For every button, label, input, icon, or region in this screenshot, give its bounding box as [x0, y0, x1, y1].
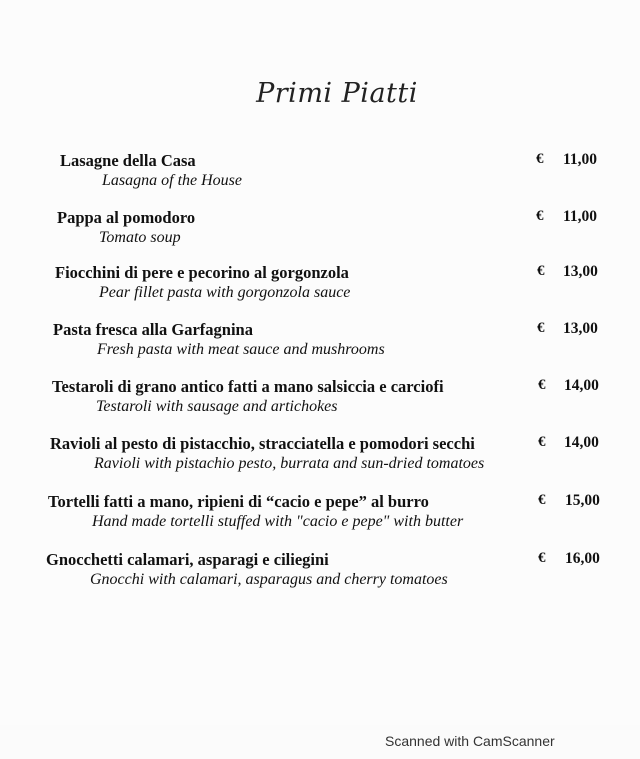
currency-symbol: € [538, 434, 546, 450]
dish-name: Lasagne della Casa [60, 151, 196, 170]
dish-name: Pasta fresca alla Garfagnina [53, 320, 253, 339]
currency-symbol: € [538, 550, 546, 566]
menu-item [60, 151, 640, 197]
dish-name: Pappa al pomodoro [57, 208, 196, 227]
dish-price: 14,00 [564, 377, 599, 394]
dish-price: 13,00 [563, 320, 598, 337]
dish-description: Pear fillet pasta with gorgonzola sauce [99, 284, 351, 301]
scanner-watermark: Scanned with CamScanner [385, 733, 555, 749]
currency-symbol: € [536, 208, 544, 224]
menu-item [55, 263, 640, 309]
currency-symbol: € [538, 492, 546, 508]
dish-description: Gnocchi with calamari, asparagus and cherry tomatoes [90, 571, 448, 588]
dish-description: Lasagna of the House [102, 172, 242, 189]
dish-price: 11,00 [563, 208, 598, 225]
menu-item [53, 320, 640, 366]
dish-description: Fresh pasta with meat sauce and mushrooms [97, 341, 385, 358]
menu-item [48, 492, 640, 538]
dish-description: Ravioli with pistachio pesto, burrata and sun-dried tomatoes [94, 455, 485, 472]
currency-symbol: € [538, 377, 546, 393]
dish-price: 14,00 [564, 434, 599, 451]
menu-item [52, 377, 640, 423]
dish-price: 13,00 [563, 263, 598, 280]
dish-name: Gnocchetti calamari, asparagi e ciliegini [46, 550, 329, 569]
dish-name: Testaroli di grano antico fatti a mano salsiccia e carciofi [52, 377, 444, 396]
menu-item [50, 434, 640, 480]
menu-section-title: Primi Piatti [256, 78, 418, 109]
dish-description: Hand made tortelli stuffed with "cacio e pepe" with butter [92, 513, 464, 530]
menu-item [46, 550, 640, 596]
dish-price: 15,00 [565, 492, 600, 509]
dish-price: 11,00 [563, 151, 598, 168]
dish-name: Ravioli al pesto di pistacchio, stracciatella e pomodori secchi [50, 434, 475, 453]
dish-price: 16,00 [565, 550, 600, 567]
dish-name: Tortelli fatti a mano, ripieni di “cacio e pepe” al burro [48, 492, 429, 511]
dish-description: Testaroli with sausage and artichokes [96, 398, 338, 415]
currency-symbol: € [537, 320, 545, 336]
currency-symbol: € [537, 263, 545, 279]
currency-symbol: € [536, 151, 544, 167]
dish-description: Tomato soup [99, 229, 181, 246]
menu-item [57, 208, 640, 254]
dish-name: Fiocchini di pere e pecorino al gorgonzola [55, 263, 349, 282]
